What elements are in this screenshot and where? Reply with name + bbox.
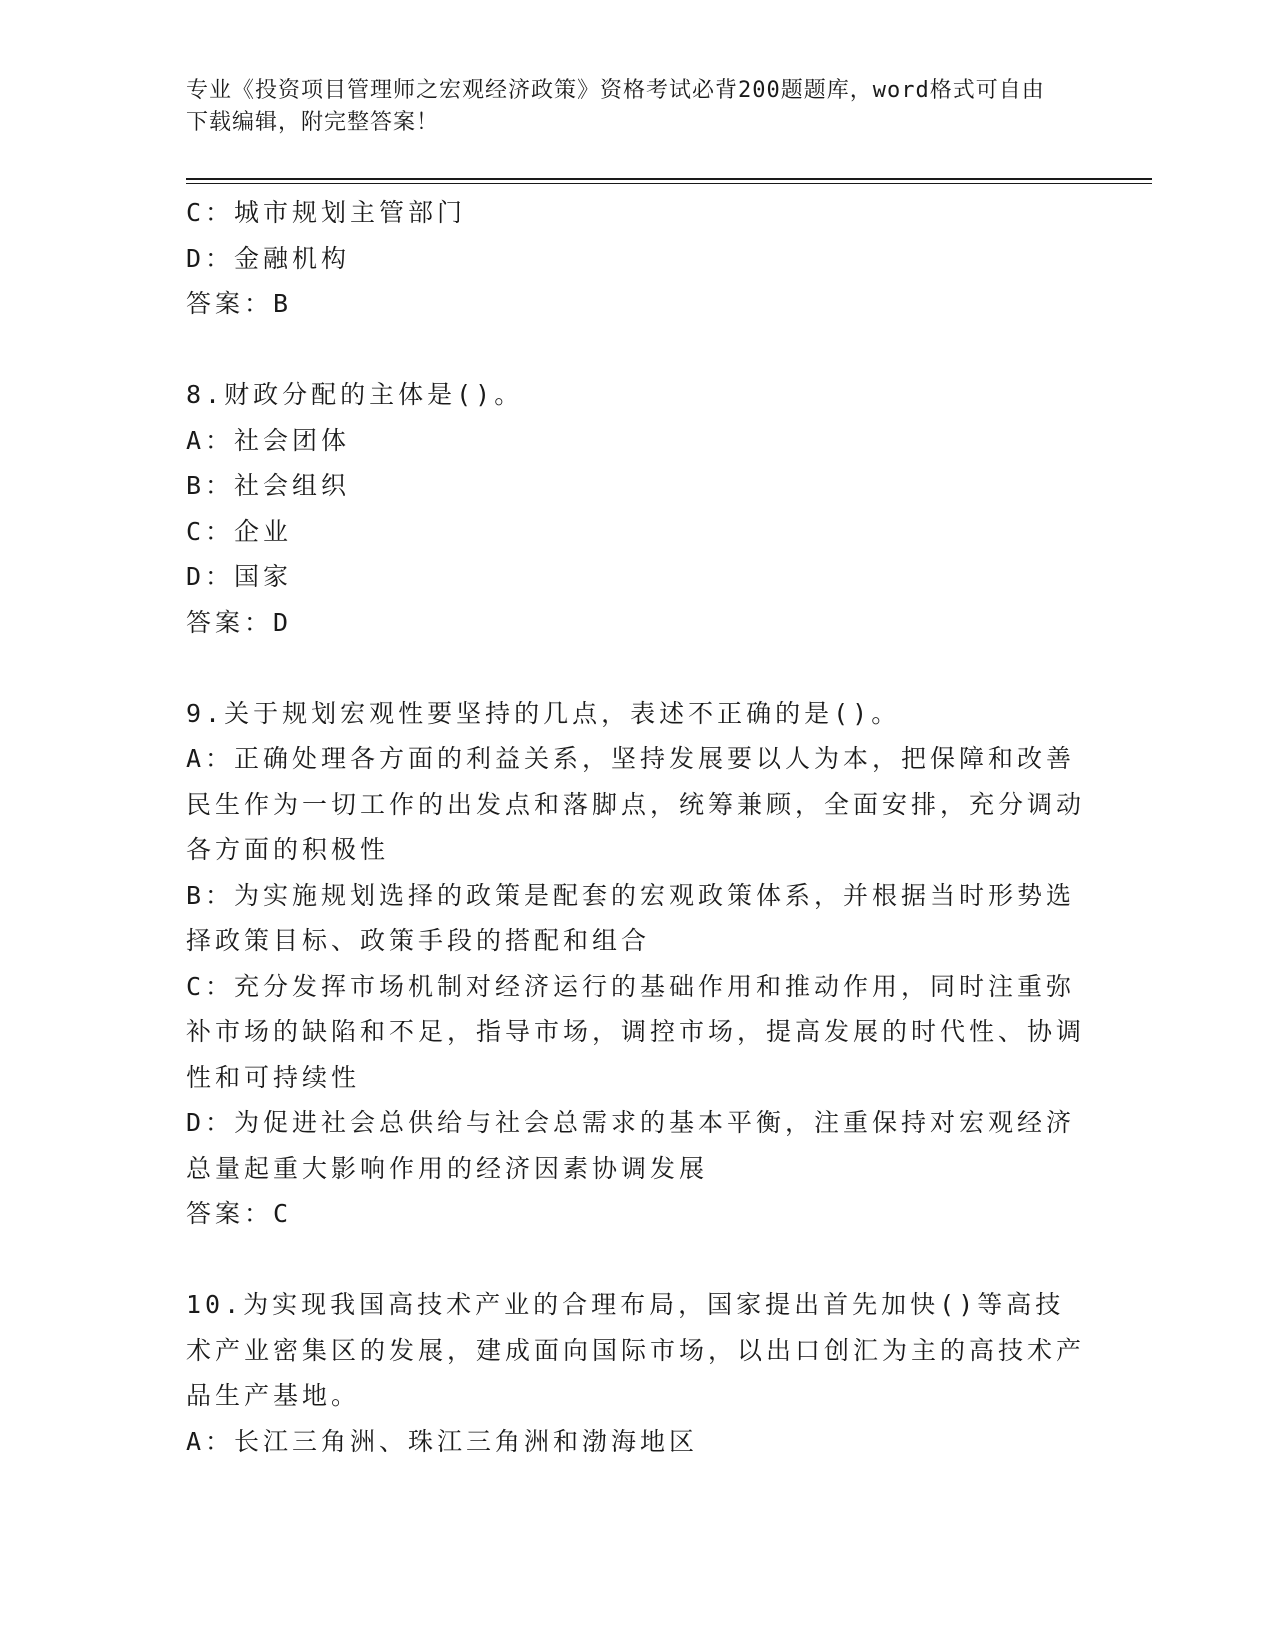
q10-question: 10.为实现我国高技术产业的合理布局，国家提出首先加快()等高技术产业密集区的发展，建成面向国际市场，以出口创汇为主的高技术产品生产基地。	[186, 1290, 1086, 1410]
header-rule-thin	[186, 183, 1152, 184]
spacer	[186, 1237, 1086, 1283]
q10-option-a: A：长江三角洲、珠江三角洲和渤海地区	[186, 1426, 699, 1456]
q8-option-b: B：社会组织	[186, 471, 351, 500]
q7-answer: 答案：B	[186, 289, 293, 318]
page-header: 专业《投资项目管理师之宏观经济政策》资格考试必背200题题库，word格式可自由下载编辑，附完整答案！	[186, 78, 1045, 135]
q7-option-d: D：金融机构	[186, 243, 351, 273]
q9-option-a: A：正确处理各方面的利益关系，坚持发展要以人为本，把保障和改善民生作为一切工作的出发点和落脚点，统筹兼顾，全面安排，充分调动各方面的积极性	[186, 744, 1086, 864]
q8-question: 8.财政分配的主体是()。	[186, 380, 524, 409]
spacer	[186, 327, 1086, 373]
q8-option-c: C：企业	[186, 516, 293, 546]
q8-option-d: D：国家	[186, 562, 293, 591]
q8-option-a: A：社会团体	[186, 425, 351, 455]
header-rule-thick	[186, 178, 1152, 180]
q9-answer: 答案：C	[186, 1199, 293, 1228]
spacer	[186, 645, 1086, 691]
document-body	[186, 190, 1086, 1464]
q9-option-c: C：充分发挥市场机制对经济运行的基础作用和推动作用，同时注重弥补市场的缺陷和不足，指导市场，调控市场，提高发展的时代性、协调性和可持续性	[186, 971, 1086, 1092]
q7-option-c: C：城市规划主管部门	[186, 198, 467, 227]
q9-option-d: D：为促进社会总供给与社会总需求的基本平衡，注重保持对宏观经济总量起重大影响作用的经济因素协调发展	[186, 1108, 1076, 1183]
q9-option-b: B：为实施规划选择的政策是配套的宏观政策体系，并根据当时形势选择政策目标、政策手段的搭配和组合	[186, 880, 1076, 955]
q9-question: 9.关于规划宏观性要坚持的几点，表述不正确的是()。	[186, 698, 901, 728]
q8-answer: 答案：D	[186, 607, 293, 637]
